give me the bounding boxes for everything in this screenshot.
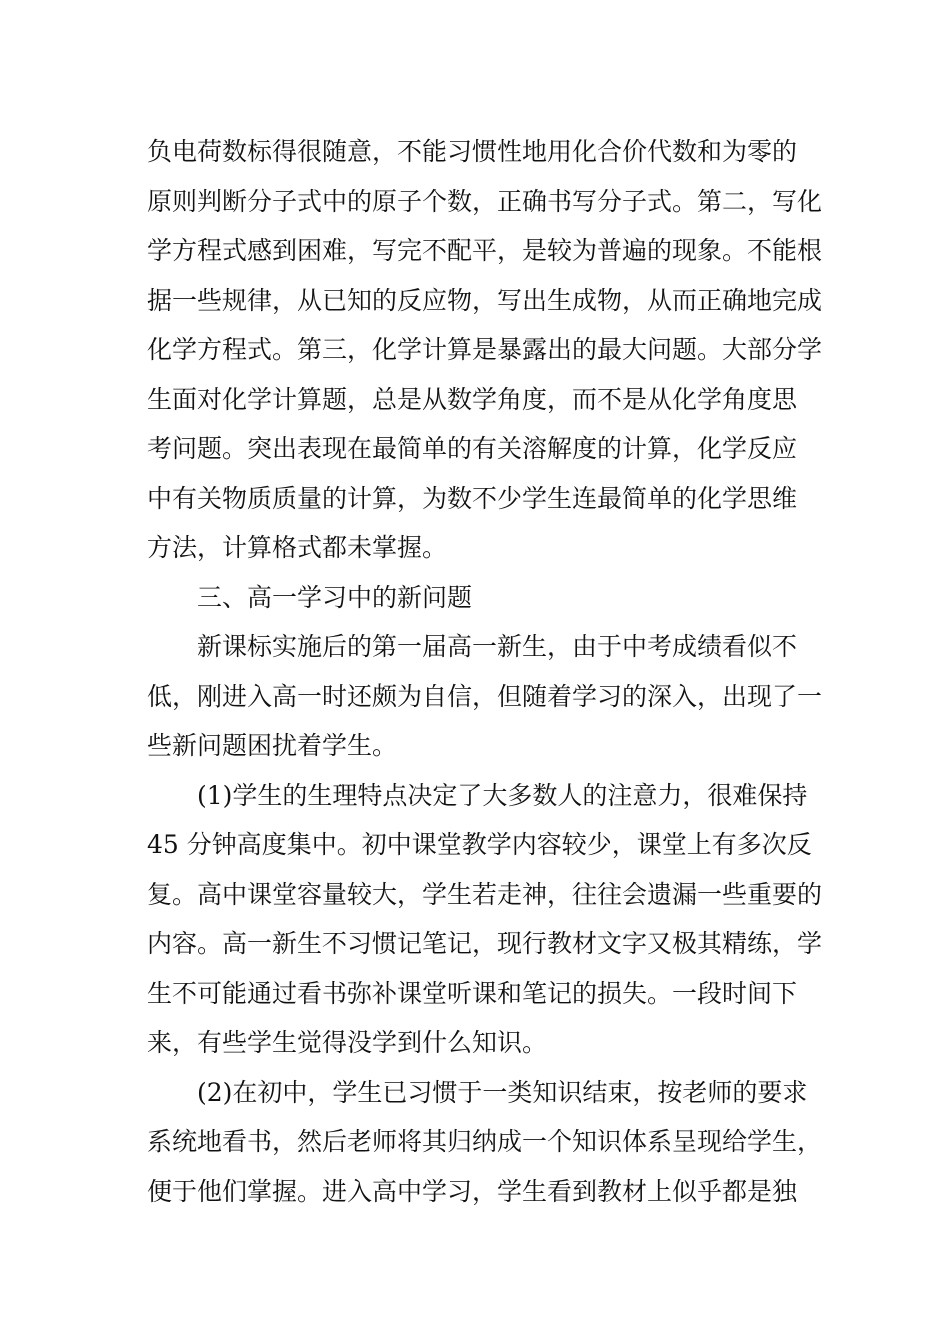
text-line: 生面对化学计算题，总是从数学角度，而不是从化学角度思 bbox=[147, 384, 798, 414]
text-line: 原则判断分子式中的原子个数，正确书写分子式。第二，写化 bbox=[147, 186, 823, 216]
text-line: 三、高一学习中的新问题 bbox=[197, 582, 473, 612]
text-line: 45 分钟高度集中。初中课堂教学内容较少，课堂上有多次反 bbox=[147, 830, 812, 859]
text-line: 新课标实施后的第一届高一新生，由于中考成绩看似不 bbox=[197, 632, 798, 661]
text-line: 便于他们掌握。进入高中学习，学生看到教材上似乎都是独 bbox=[147, 1176, 798, 1206]
text-line: 化学方程式。第三，化学计算是暴露出的最大问题。大部分学 bbox=[147, 335, 823, 364]
text-line: 复。高中课堂容量较大，学生若走神，往往会遗漏一些重要的 bbox=[147, 879, 823, 909]
text-line: 些新问题困扰着学生。 bbox=[147, 731, 398, 760]
text-line: 负电荷数标得很随意，不能习惯性地用化合价代数和为零的 bbox=[147, 137, 798, 166]
text-line: 据一些规律，从已知的反应物，写出生成物，从而正确地完成 bbox=[147, 285, 823, 315]
document-body bbox=[147, 127, 823, 1216]
text-line: (1)学生的生理特点决定了大多数人的注意力，很难保持 bbox=[197, 780, 808, 810]
text-line: 系统地看书，然后老师将其归纳成一个知识体系呈现给学生， bbox=[147, 1127, 823, 1156]
text-line: 中有关物质质量的计算，为数不少学生连最简单的化学思维 bbox=[147, 483, 798, 513]
text-line: 内容。高一新生不习惯记笔记，现行教材文字又极其精练，学 bbox=[147, 929, 823, 958]
text-line: 低，刚进入高一时还颇为自信，但随着学习的深入，出现了一 bbox=[147, 681, 823, 711]
text-line: 方法，计算格式都未掌握。 bbox=[147, 533, 448, 562]
text-line: 学方程式感到困难，写完不配平，是较为普遍的现象。不能根 bbox=[147, 236, 823, 265]
text-line: 来，有些学生觉得没学到什么知识。 bbox=[147, 1028, 548, 1057]
text-line: (2)在初中，学生已习惯于一类知识结束，按老师的要求 bbox=[197, 1077, 808, 1107]
text-line: 考问题。突出表现在最简单的有关溶解度的计算，化学反应 bbox=[147, 434, 798, 463]
text-line: 生不可能通过看书弥补课堂听课和笔记的损失。一段时间下 bbox=[147, 978, 798, 1008]
